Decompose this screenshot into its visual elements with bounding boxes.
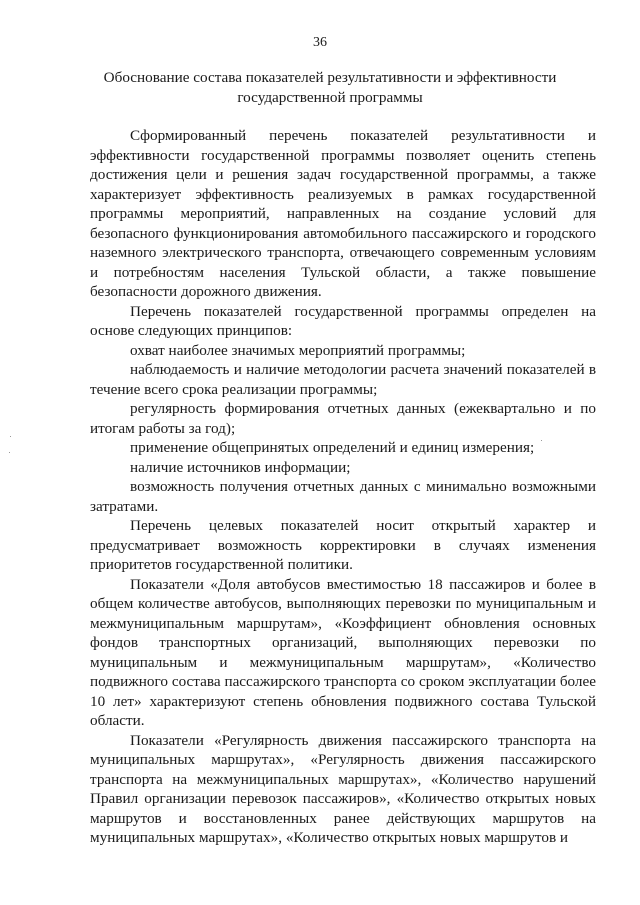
body-text bbox=[90, 126, 596, 848]
paragraph-principles-intro: Перечень показателей государственной программы определен на основе следующих принципов: bbox=[90, 302, 596, 339]
paragraph-fleet-renewal: Показатели «Доля автобусов вместимостью 18 пассажиров и более в общем количестве автобусов, выполняющих перевозки по муниципальным и межмуниципальным маршрутам», «Коэффициент обновления основных фондов транспортных организаций, выполняющих перевозки по муниципальным и межмуниципальным маршрутам», «Количество подвижного состава пассажирского транспорта со сроком эксплуатации более 10 лет» характеризуют степень обновления подвижного состава Тульской области. bbox=[90, 575, 596, 729]
paragraph-indicators-overview: Сформированный перечень показателей результативности и эффективности государственной программы позволяет оценить степень достижения цели и решения задач государственной программы, а также характеризует эффективность реализуемых в рамках государственной программы мероприятий, направленных на создание условий для безопасного функционирования автомобильного пассажирского и городского наземного электрического транспорта, отвечающего современным условиям и потребностям населения Тульской области, а также повышение безопасности дорожного движения. bbox=[90, 127, 596, 300]
list-item: наличие источников информации; bbox=[130, 458, 351, 476]
list-item: возможность получения отчетных данных с минимально возможными затратами. bbox=[90, 478, 596, 515]
list-item: регулярность формирования отчетных данных (ежеквартально и по итогам работы за год); bbox=[90, 400, 596, 437]
scan-speck bbox=[9, 452, 10, 453]
list-item: наблюдаемость и наличие методологии расчета значений показателей в течение всего срока реализации программы; bbox=[90, 361, 596, 398]
scan-speck bbox=[10, 436, 11, 437]
section-heading: Обоснование состава показателей результативности и эффективности государственной программы bbox=[103, 69, 557, 106]
list-item: охват наиболее значимых мероприятий программы; bbox=[130, 341, 466, 359]
page-number: 36 bbox=[313, 35, 327, 50]
paragraph-regularity: Показатели «Регулярность движения пассажирского транспорта на муниципальных маршрутах», «Регулярность движения пассажирского транспорта на межмуниципальных маршрутах», «Количество нарушений Правил организации перевозок пассажиров», «Количество открытых новых маршрутов и восстановленных ранее действующих маршрутов на муниципальных маршрутах», «Количество открытых новых маршрутов и bbox=[90, 731, 596, 846]
list-item: применение общепринятых определений и единиц измерения; bbox=[130, 439, 535, 456]
scan-speck bbox=[541, 440, 542, 441]
paragraph-open-character: Перечень целевых показателей носит открытый характер и предусматривает возможность корректировки в случаях изменения приоритетов государственной политики. bbox=[90, 517, 596, 573]
